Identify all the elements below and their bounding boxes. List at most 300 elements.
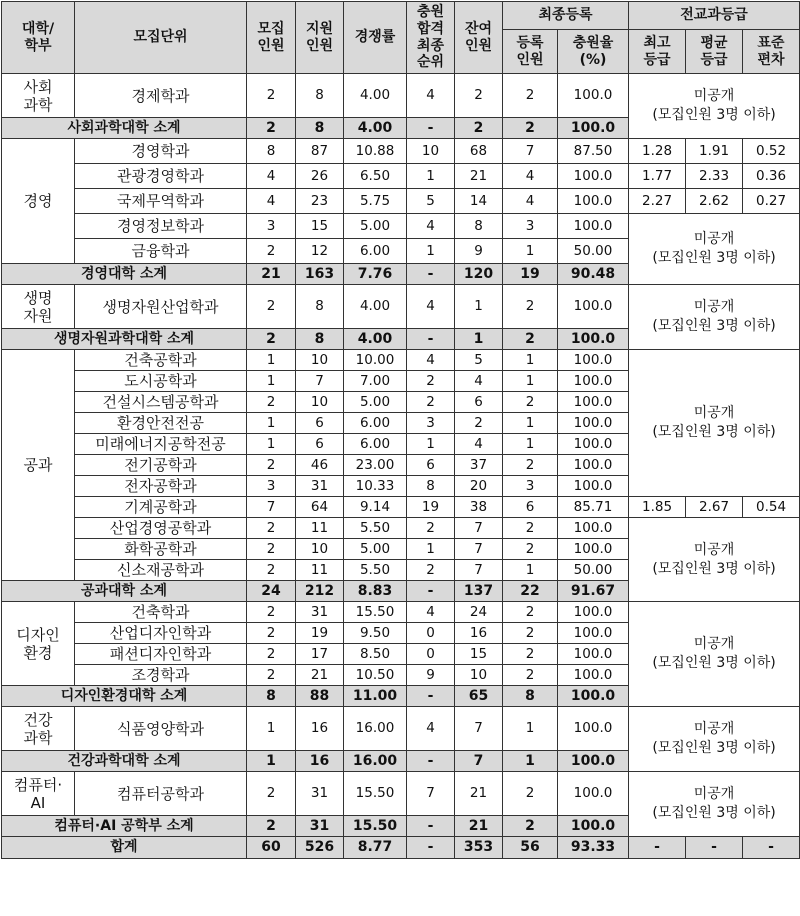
subtotal-registered-cell: 22 <box>503 581 558 602</box>
table-row <box>2 189 800 214</box>
registered-cell: 2 <box>503 602 558 623</box>
subtotal-registered-cell: 2 <box>503 118 558 139</box>
last-rank-cell: 4 <box>407 285 455 329</box>
quota-cell: 2 <box>247 623 296 644</box>
fill-rate-cell: 100.0 <box>558 665 629 686</box>
remaining-cell: 4 <box>455 371 503 392</box>
applicants-cell: 26 <box>296 164 344 189</box>
table-row <box>2 285 800 329</box>
subtotal-label: 컴퓨터·AI 공학부 소계 <box>2 816 247 837</box>
fill-rate-cell: 100.0 <box>558 189 629 214</box>
table-row <box>2 214 800 239</box>
registered-cell: 1 <box>503 434 558 455</box>
avg-grade-cell: 2.62 <box>686 189 743 214</box>
last-rank-cell: 4 <box>407 350 455 371</box>
unit-name-cell: 국제무역학과 <box>75 189 247 214</box>
unit-name-cell: 경제학과 <box>75 74 247 118</box>
unit-name-cell: 미래에너지공학전공 <box>75 434 247 455</box>
applicants-cell: 64 <box>296 497 344 518</box>
table-row <box>2 707 800 751</box>
college-name-cell: 생명 자원 <box>2 285 75 329</box>
quota-cell: 7 <box>247 497 296 518</box>
quota-cell: 3 <box>247 476 296 497</box>
undisclosed-cell: 미공개 (모집인원 3명 이하) <box>629 707 800 772</box>
last-rank-cell: 0 <box>407 623 455 644</box>
last-rank-cell: 1 <box>407 539 455 560</box>
last-rank-cell: 4 <box>407 602 455 623</box>
header-remaining: 잔여 인원 <box>455 2 503 74</box>
quota-cell: 2 <box>247 644 296 665</box>
table-row <box>2 74 800 118</box>
applicants-cell: 11 <box>296 518 344 539</box>
ratio-cell: 9.14 <box>344 497 407 518</box>
quota-cell: 2 <box>247 518 296 539</box>
subtotal-ratio-cell: 4.00 <box>344 329 407 350</box>
total-ratio-cell: 8.77 <box>344 837 407 859</box>
undisclosed-cell: 미공개 (모집인원 3명 이하) <box>629 772 800 837</box>
unit-name-cell: 도시공학과 <box>75 371 247 392</box>
ratio-cell: 4.00 <box>344 74 407 118</box>
unit-name-cell: 관광경영학과 <box>75 164 247 189</box>
registered-cell: 2 <box>503 665 558 686</box>
subtotal-remaining-cell: 137 <box>455 581 503 602</box>
std-dev-cell: 0.54 <box>743 497 800 518</box>
registered-cell: 2 <box>503 285 558 329</box>
ratio-cell: 5.00 <box>344 392 407 413</box>
remaining-cell: 2 <box>455 74 503 118</box>
subtotal-remaining-cell: 65 <box>455 686 503 707</box>
fill-rate-cell: 100.0 <box>558 455 629 476</box>
registered-cell: 2 <box>503 518 558 539</box>
subtotal-quota-cell: 8 <box>247 686 296 707</box>
subtotal-last-rank-cell: - <box>407 686 455 707</box>
subtotal-last-rank-cell: - <box>407 264 455 285</box>
last-rank-cell: 9 <box>407 665 455 686</box>
subtotal-quota-cell: 21 <box>247 264 296 285</box>
fill-rate-cell: 100.0 <box>558 285 629 329</box>
header-best-grade: 최고 등급 <box>629 30 686 74</box>
last-rank-cell: 4 <box>407 214 455 239</box>
admission-results-table <box>1 1 800 859</box>
subtotal-label: 경영대학 소계 <box>2 264 247 285</box>
remaining-cell: 5 <box>455 350 503 371</box>
unit-name-cell: 건설시스템공학과 <box>75 392 247 413</box>
subtotal-fill-rate-cell: 91.67 <box>558 581 629 602</box>
quota-cell: 2 <box>247 74 296 118</box>
quota-cell: 2 <box>247 539 296 560</box>
applicants-cell: 16 <box>296 707 344 751</box>
subtotal-remaining-cell: 21 <box>455 816 503 837</box>
total-applicants-cell: 526 <box>296 837 344 859</box>
quota-cell: 2 <box>247 665 296 686</box>
subtotal-last-rank-cell: - <box>407 329 455 350</box>
subtotal-fill-rate-cell: 100.0 <box>558 751 629 772</box>
last-rank-cell: 8 <box>407 476 455 497</box>
subtotal-ratio-cell: 11.00 <box>344 686 407 707</box>
subtotal-label: 생명자원과학대학 소계 <box>2 329 247 350</box>
quota-cell: 2 <box>247 455 296 476</box>
applicants-cell: 12 <box>296 239 344 264</box>
quota-cell: 1 <box>247 371 296 392</box>
header-unit: 모집단위 <box>75 2 247 74</box>
undisclosed-cell: 미공개 (모집인원 3명 이하) <box>629 74 800 139</box>
ratio-cell: 6.00 <box>344 239 407 264</box>
registered-cell: 4 <box>503 189 558 214</box>
total-label: 합계 <box>2 837 247 859</box>
fill-rate-cell: 100.0 <box>558 350 629 371</box>
registered-cell: 2 <box>503 539 558 560</box>
college-name-cell: 경영 <box>2 139 75 264</box>
subtotal-quota-cell: 2 <box>247 118 296 139</box>
college-name-cell: 사회 과학 <box>2 74 75 118</box>
ratio-cell: 5.75 <box>344 189 407 214</box>
fill-rate-cell: 100.0 <box>558 392 629 413</box>
best-grade-cell: 1.28 <box>629 139 686 164</box>
best-grade-cell: 1.85 <box>629 497 686 518</box>
ratio-cell: 6.00 <box>344 413 407 434</box>
last-rank-cell: 7 <box>407 772 455 816</box>
unit-name-cell: 건축공학과 <box>75 350 247 371</box>
last-rank-cell: 3 <box>407 413 455 434</box>
unit-name-cell: 금융학과 <box>75 239 247 264</box>
ratio-cell: 6.00 <box>344 434 407 455</box>
subtotal-registered-cell: 2 <box>503 329 558 350</box>
last-rank-cell: 1 <box>407 239 455 264</box>
applicants-cell: 31 <box>296 602 344 623</box>
registered-cell: 7 <box>503 139 558 164</box>
subtotal-applicants-cell: 8 <box>296 118 344 139</box>
total-last-rank-cell: - <box>407 837 455 859</box>
ratio-cell: 5.00 <box>344 539 407 560</box>
remaining-cell: 21 <box>455 772 503 816</box>
applicants-cell: 46 <box>296 455 344 476</box>
ratio-cell: 5.00 <box>344 214 407 239</box>
table-row <box>2 139 800 164</box>
total-avg-grade-cell: - <box>686 837 743 859</box>
registered-cell: 1 <box>503 371 558 392</box>
quota-cell: 8 <box>247 139 296 164</box>
subtotal-registered-cell: 8 <box>503 686 558 707</box>
applicants-cell: 8 <box>296 74 344 118</box>
quota-cell: 1 <box>247 707 296 751</box>
total-row <box>2 837 800 859</box>
subtotal-label: 공과대학 소계 <box>2 581 247 602</box>
ratio-cell: 15.50 <box>344 602 407 623</box>
remaining-cell: 15 <box>455 644 503 665</box>
last-rank-cell: 1 <box>407 434 455 455</box>
registered-cell: 3 <box>503 476 558 497</box>
unit-name-cell: 전자공학과 <box>75 476 247 497</box>
last-rank-cell: 4 <box>407 707 455 751</box>
applicants-cell: 87 <box>296 139 344 164</box>
college-name-cell: 공과 <box>2 350 75 581</box>
quota-cell: 1 <box>247 434 296 455</box>
remaining-cell: 1 <box>455 285 503 329</box>
header-avg-grade: 평균 등급 <box>686 30 743 74</box>
total-remaining-cell: 353 <box>455 837 503 859</box>
applicants-cell: 6 <box>296 413 344 434</box>
subtotal-ratio-cell: 8.83 <box>344 581 407 602</box>
subtotal-quota-cell: 2 <box>247 816 296 837</box>
unit-name-cell: 신소재공학과 <box>75 560 247 581</box>
last-rank-cell: 10 <box>407 139 455 164</box>
remaining-cell: 24 <box>455 602 503 623</box>
remaining-cell: 37 <box>455 455 503 476</box>
header-ratio: 경쟁률 <box>344 2 407 74</box>
quota-cell: 2 <box>247 392 296 413</box>
subtotal-label: 건강과학대학 소계 <box>2 751 247 772</box>
undisclosed-cell: 미공개 (모집인원 3명 이하) <box>629 602 800 707</box>
table-row <box>2 497 800 518</box>
undisclosed-cell: 미공개 (모집인원 3명 이하) <box>629 214 800 285</box>
unit-name-cell: 경영정보학과 <box>75 214 247 239</box>
applicants-cell: 6 <box>296 434 344 455</box>
undisclosed-cell: 미공개 (모집인원 3명 이하) <box>629 518 800 602</box>
table-row <box>2 350 800 371</box>
subtotal-remaining-cell: 7 <box>455 751 503 772</box>
fill-rate-cell: 100.0 <box>558 707 629 751</box>
unit-name-cell: 컴퓨터공학과 <box>75 772 247 816</box>
subtotal-quota-cell: 2 <box>247 329 296 350</box>
header-last-rank: 충원 합격 최종 순위 <box>407 2 455 74</box>
std-dev-cell: 0.52 <box>743 139 800 164</box>
registered-cell: 6 <box>503 497 558 518</box>
subtotal-last-rank-cell: - <box>407 581 455 602</box>
last-rank-cell: 19 <box>407 497 455 518</box>
subtotal-applicants-cell: 88 <box>296 686 344 707</box>
registered-cell: 2 <box>503 74 558 118</box>
remaining-cell: 7 <box>455 518 503 539</box>
applicants-cell: 31 <box>296 772 344 816</box>
registered-cell: 3 <box>503 214 558 239</box>
quota-cell: 4 <box>247 189 296 214</box>
applicants-cell: 23 <box>296 189 344 214</box>
last-rank-cell: 1 <box>407 164 455 189</box>
subtotal-fill-rate-cell: 100.0 <box>558 329 629 350</box>
fill-rate-cell: 100.0 <box>558 476 629 497</box>
quota-cell: 2 <box>247 285 296 329</box>
fill-rate-cell: 100.0 <box>558 371 629 392</box>
subtotal-applicants-cell: 31 <box>296 816 344 837</box>
registered-cell: 2 <box>503 392 558 413</box>
college-name-cell: 건강 과학 <box>2 707 75 751</box>
table-row <box>2 518 800 539</box>
remaining-cell: 4 <box>455 434 503 455</box>
fill-rate-cell: 100.0 <box>558 434 629 455</box>
unit-name-cell: 기계공학과 <box>75 497 247 518</box>
subtotal-ratio-cell: 4.00 <box>344 118 407 139</box>
applicants-cell: 10 <box>296 350 344 371</box>
fill-rate-cell: 100.0 <box>558 539 629 560</box>
fill-rate-cell: 50.00 <box>558 239 629 264</box>
ratio-cell: 5.50 <box>344 518 407 539</box>
remaining-cell: 9 <box>455 239 503 264</box>
ratio-cell: 10.88 <box>344 139 407 164</box>
quota-cell: 2 <box>247 560 296 581</box>
subtotal-fill-rate-cell: 100.0 <box>558 118 629 139</box>
remaining-cell: 7 <box>455 707 503 751</box>
undisclosed-cell: 미공개 (모집인원 3명 이하) <box>629 350 800 497</box>
subtotal-fill-rate-cell: 90.48 <box>558 264 629 285</box>
table-row <box>2 164 800 189</box>
unit-name-cell: 환경안전전공 <box>75 413 247 434</box>
unit-name-cell: 패션디자인학과 <box>75 644 247 665</box>
fill-rate-cell: 100.0 <box>558 164 629 189</box>
fill-rate-cell: 85.71 <box>558 497 629 518</box>
avg-grade-cell: 2.67 <box>686 497 743 518</box>
subtotal-quota-cell: 24 <box>247 581 296 602</box>
unit-name-cell: 경영학과 <box>75 139 247 164</box>
registered-cell: 1 <box>503 707 558 751</box>
subtotal-remaining-cell: 2 <box>455 118 503 139</box>
subtotal-applicants-cell: 16 <box>296 751 344 772</box>
unit-name-cell: 화학공학과 <box>75 539 247 560</box>
remaining-cell: 68 <box>455 139 503 164</box>
remaining-cell: 38 <box>455 497 503 518</box>
subtotal-fill-rate-cell: 100.0 <box>558 686 629 707</box>
last-rank-cell: 2 <box>407 560 455 581</box>
applicants-cell: 17 <box>296 644 344 665</box>
unit-name-cell: 생명자원산업학과 <box>75 285 247 329</box>
avg-grade-cell: 1.91 <box>686 139 743 164</box>
fill-rate-cell: 100.0 <box>558 214 629 239</box>
remaining-cell: 21 <box>455 164 503 189</box>
unit-name-cell: 조경학과 <box>75 665 247 686</box>
applicants-cell: 21 <box>296 665 344 686</box>
applicants-cell: 10 <box>296 539 344 560</box>
std-dev-cell: 0.27 <box>743 189 800 214</box>
subtotal-remaining-cell: 1 <box>455 329 503 350</box>
registered-cell: 1 <box>503 350 558 371</box>
unit-name-cell: 식품영양학과 <box>75 707 247 751</box>
ratio-cell: 16.00 <box>344 707 407 751</box>
ratio-cell: 4.00 <box>344 285 407 329</box>
total-registered-cell: 56 <box>503 837 558 859</box>
applicants-cell: 8 <box>296 285 344 329</box>
subtotal-applicants-cell: 163 <box>296 264 344 285</box>
header-grade: 전교과등급 <box>629 2 800 30</box>
registered-cell: 1 <box>503 560 558 581</box>
registered-cell: 2 <box>503 772 558 816</box>
subtotal-label: 디자인환경대학 소계 <box>2 686 247 707</box>
subtotal-last-rank-cell: - <box>407 118 455 139</box>
registered-cell: 1 <box>503 413 558 434</box>
remaining-cell: 16 <box>455 623 503 644</box>
quota-cell: 2 <box>247 602 296 623</box>
unit-name-cell: 건축학과 <box>75 602 247 623</box>
last-rank-cell: 2 <box>407 371 455 392</box>
table-row <box>2 602 800 623</box>
applicants-cell: 31 <box>296 476 344 497</box>
applicants-cell: 11 <box>296 560 344 581</box>
college-name-cell: 컴퓨터· AI <box>2 772 75 816</box>
last-rank-cell: 2 <box>407 392 455 413</box>
last-rank-cell: 2 <box>407 518 455 539</box>
last-rank-cell: 4 <box>407 74 455 118</box>
remaining-cell: 10 <box>455 665 503 686</box>
subtotal-quota-cell: 1 <box>247 751 296 772</box>
college-name-cell: 디자인 환경 <box>2 602 75 686</box>
quota-cell: 4 <box>247 164 296 189</box>
ratio-cell: 6.50 <box>344 164 407 189</box>
unit-name-cell: 산업디자인학과 <box>75 623 247 644</box>
subtotal-registered-cell: 1 <box>503 751 558 772</box>
registered-cell: 2 <box>503 455 558 476</box>
header-final-registration: 최종등록 <box>503 2 629 30</box>
quota-cell: 2 <box>247 772 296 816</box>
remaining-cell: 14 <box>455 189 503 214</box>
subtotal-registered-cell: 19 <box>503 264 558 285</box>
total-fill-rate-cell: 93.33 <box>558 837 629 859</box>
ratio-cell: 8.50 <box>344 644 407 665</box>
table-row <box>2 772 800 816</box>
unit-name-cell: 전기공학과 <box>75 455 247 476</box>
fill-rate-cell: 100.0 <box>558 413 629 434</box>
undisclosed-cell: 미공개 (모집인원 3명 이하) <box>629 285 800 350</box>
ratio-cell: 10.50 <box>344 665 407 686</box>
fill-rate-cell: 100.0 <box>558 623 629 644</box>
subtotal-last-rank-cell: - <box>407 816 455 837</box>
last-rank-cell: 5 <box>407 189 455 214</box>
last-rank-cell: 6 <box>407 455 455 476</box>
fill-rate-cell: 100.0 <box>558 644 629 665</box>
remaining-cell: 6 <box>455 392 503 413</box>
fill-rate-cell: 50.00 <box>558 560 629 581</box>
applicants-cell: 19 <box>296 623 344 644</box>
applicants-cell: 15 <box>296 214 344 239</box>
applicants-cell: 10 <box>296 392 344 413</box>
quota-cell: 1 <box>247 413 296 434</box>
remaining-cell: 8 <box>455 214 503 239</box>
avg-grade-cell: 2.33 <box>686 164 743 189</box>
ratio-cell: 23.00 <box>344 455 407 476</box>
quota-cell: 2 <box>247 239 296 264</box>
total-best-grade-cell: - <box>629 837 686 859</box>
last-rank-cell: 0 <box>407 644 455 665</box>
std-dev-cell: 0.36 <box>743 164 800 189</box>
best-grade-cell: 2.27 <box>629 189 686 214</box>
header-fill-rate: 충원율 (%) <box>558 30 629 74</box>
registered-cell: 2 <box>503 644 558 665</box>
remaining-cell: 2 <box>455 413 503 434</box>
registered-cell: 2 <box>503 623 558 644</box>
fill-rate-cell: 100.0 <box>558 602 629 623</box>
registered-cell: 1 <box>503 239 558 264</box>
quota-cell: 3 <box>247 214 296 239</box>
ratio-cell: 10.33 <box>344 476 407 497</box>
subtotal-applicants-cell: 212 <box>296 581 344 602</box>
ratio-cell: 7.00 <box>344 371 407 392</box>
subtotal-label: 사회과학대학 소계 <box>2 118 247 139</box>
header-std-dev: 표준 편차 <box>743 30 800 74</box>
remaining-cell: 7 <box>455 539 503 560</box>
fill-rate-cell: 100.0 <box>558 772 629 816</box>
subtotal-ratio-cell: 7.76 <box>344 264 407 285</box>
ratio-cell: 10.00 <box>344 350 407 371</box>
fill-rate-cell: 87.50 <box>558 139 629 164</box>
remaining-cell: 7 <box>455 560 503 581</box>
subtotal-registered-cell: 2 <box>503 816 558 837</box>
remaining-cell: 20 <box>455 476 503 497</box>
ratio-cell: 5.50 <box>344 560 407 581</box>
subtotal-ratio-cell: 16.00 <box>344 751 407 772</box>
ratio-cell: 15.50 <box>344 772 407 816</box>
total-std-dev-cell: - <box>743 837 800 859</box>
header-applicants: 지원 인원 <box>296 2 344 74</box>
header-quota: 모집 인원 <box>247 2 296 74</box>
header-college: 대학/ 학부 <box>2 2 75 74</box>
fill-rate-cell: 100.0 <box>558 518 629 539</box>
